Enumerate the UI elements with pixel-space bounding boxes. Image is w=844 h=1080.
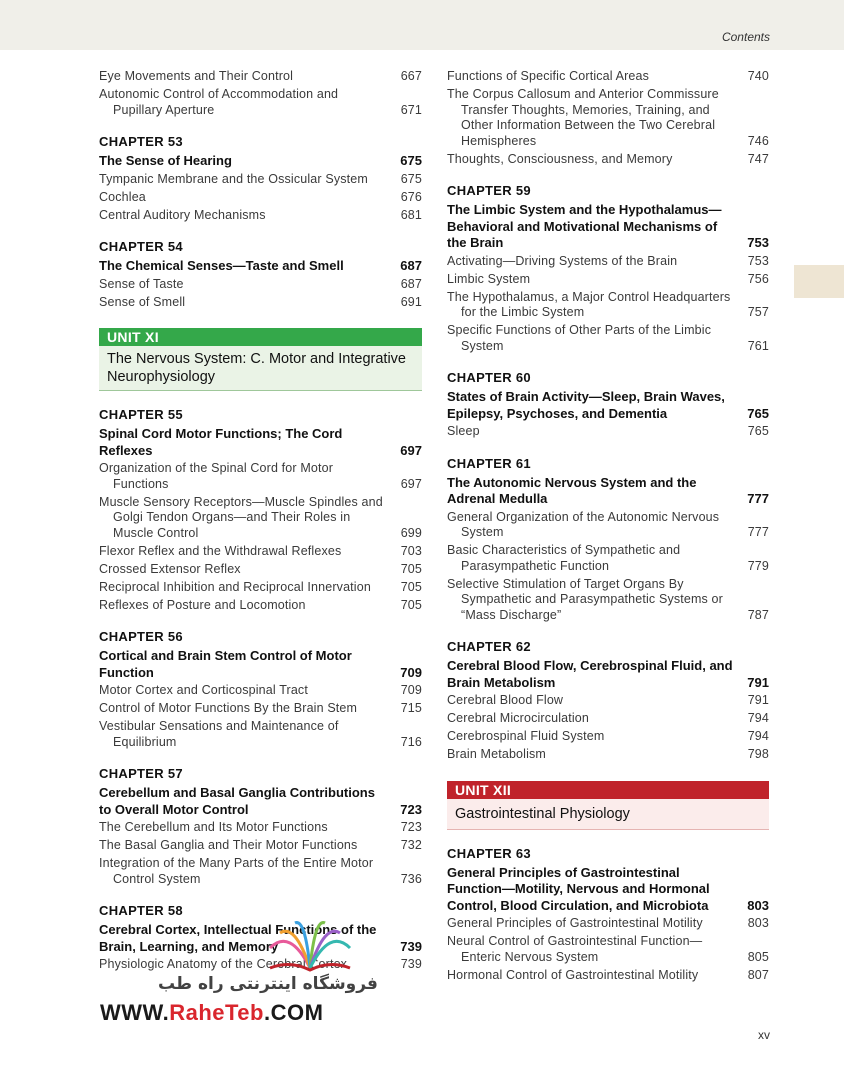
unit-banner bbox=[447, 781, 769, 830]
toc-entry-page: 803 bbox=[747, 916, 769, 930]
toc-entry bbox=[447, 152, 769, 168]
toc-entry-title: Cerebrospinal Fluid System bbox=[447, 729, 605, 743]
toc-entry-title: General Principles of Gastrointestinal Motility bbox=[447, 916, 703, 930]
toc-entry-page: 794 bbox=[747, 729, 769, 743]
toc-entry-title: The Hypothalamus, a Major Control Headquarters for the Limbic System bbox=[447, 289, 731, 319]
toc-entry bbox=[99, 838, 422, 854]
chapter-label: CHAPTER 60 bbox=[447, 370, 531, 385]
watermark-persian-text: فروشگاه اینترنتی راه طب bbox=[158, 974, 378, 994]
toc-entry bbox=[447, 934, 769, 965]
toc-entry-title: Vestibular Sensations and Maintenance of Equilibrium bbox=[99, 719, 339, 749]
toc-entry-title: Integration of the Many Parts of the Entire Motor Control System bbox=[99, 856, 374, 886]
toc-entry bbox=[99, 580, 422, 596]
book-logo-icon bbox=[250, 918, 370, 978]
toc-entry bbox=[447, 290, 769, 321]
toc-entry bbox=[447, 747, 769, 763]
toc-entry-page: 777 bbox=[747, 525, 769, 539]
toc-entry-page: 805 bbox=[747, 949, 769, 964]
toc-entry bbox=[99, 190, 422, 206]
toc-entry-title: Physiologic Anatomy of the Cerebral Cortex bbox=[99, 957, 348, 971]
toc-entry-title: Cerebral Microcirculation bbox=[447, 711, 589, 725]
toc-entry bbox=[99, 820, 422, 836]
chapter-page: 739 bbox=[400, 938, 422, 954]
toc-entry-title: Sense of Taste bbox=[99, 276, 184, 291]
chapter-title-row bbox=[99, 648, 422, 681]
toc-entry bbox=[447, 711, 769, 727]
unit-title: The Nervous System: C. Motor and Integrative Neurophysiology bbox=[99, 346, 422, 391]
toc-entry-title: Cerebral Blood Flow bbox=[447, 693, 564, 707]
chapter-page: 697 bbox=[400, 442, 422, 458]
chapter-label: CHAPTER 55 bbox=[99, 407, 183, 422]
toc-entry-title: The Basal Ganglia and Their Motor Functions bbox=[99, 838, 358, 852]
toc-entry-title: Autonomic Control of Accommodation and Pupillary Aperture bbox=[99, 87, 339, 117]
chapter-label: CHAPTER 62 bbox=[447, 639, 531, 654]
chapter-label: CHAPTER 58 bbox=[99, 903, 183, 918]
toc-entry-page: 699 bbox=[400, 525, 422, 540]
toc-entry bbox=[447, 543, 769, 574]
toc-entry-title: Cochlea bbox=[99, 189, 146, 204]
toc-entry-page: 716 bbox=[400, 734, 422, 749]
running-head: Contents bbox=[721, 30, 770, 44]
chapter-title-row bbox=[99, 153, 422, 170]
chapter-label: CHAPTER 56 bbox=[99, 629, 183, 644]
header-band bbox=[0, 0, 844, 50]
chapter-title: Cerebellum and Basal Ganglia Contributions to Overall Motor Control bbox=[99, 785, 375, 817]
toc-entry-page: 753 bbox=[747, 253, 769, 268]
chapter-title: The Sense of Hearing bbox=[99, 153, 232, 168]
chapter-label: CHAPTER 54 bbox=[99, 239, 183, 254]
chapter-label: CHAPTER 63 bbox=[447, 845, 531, 861]
toc-entry-page: 723 bbox=[400, 820, 422, 834]
chapter-title-row bbox=[447, 658, 769, 691]
toc-entry-page: 757 bbox=[747, 305, 769, 319]
toc-entry bbox=[447, 69, 769, 85]
unit-label: UNIT XII bbox=[447, 781, 769, 799]
toc-entry-page: 715 bbox=[400, 701, 422, 715]
toc-entry-title: The Cerebellum and Its Motor Functions bbox=[99, 820, 328, 834]
toc-entry-title: Brain Metabolism bbox=[447, 747, 546, 761]
chapter-title: Spinal Cord Motor Functions; The Cord Reflexes bbox=[99, 426, 343, 458]
toc-entry bbox=[99, 544, 422, 560]
toc-entry-title: Hormonal Control of Gastrointestinal Motility bbox=[447, 967, 699, 982]
toc-entry-page: 807 bbox=[747, 967, 769, 982]
chapter-title-row bbox=[99, 258, 422, 275]
chapter-page: 687 bbox=[400, 258, 422, 273]
chapter-page: 777 bbox=[747, 491, 769, 506]
chapter-title-row bbox=[447, 865, 769, 915]
watermark bbox=[100, 918, 430, 1028]
toc-entry bbox=[447, 424, 769, 440]
toc-entry-page: 747 bbox=[747, 151, 769, 166]
toc-entry-title: Eye Movements and Their Control bbox=[99, 69, 294, 83]
chapter-title-row bbox=[447, 202, 769, 252]
toc-entry-page: 705 bbox=[400, 561, 422, 576]
chapter-title-row bbox=[447, 475, 769, 508]
toc-entry-page: 705 bbox=[400, 597, 422, 612]
toc-entry bbox=[99, 683, 422, 699]
chapter-page: 765 bbox=[747, 405, 769, 421]
toc-entry bbox=[99, 719, 422, 750]
toc-entry-title: Flexor Reflex and the Withdrawal Reflexes bbox=[99, 543, 342, 558]
toc-entry-page: 739 bbox=[400, 957, 422, 971]
chapter-title: Cortical and Brain Stem Control of Motor Function bbox=[99, 648, 352, 680]
toc-entry bbox=[99, 172, 422, 188]
toc-entry bbox=[99, 295, 422, 311]
chapter-page: 803 bbox=[747, 897, 769, 913]
toc-entry-page: 667 bbox=[400, 69, 422, 83]
toc-entry-page: 709 bbox=[400, 683, 422, 697]
toc-entry-page: 756 bbox=[747, 271, 769, 286]
toc-entry bbox=[447, 272, 769, 288]
page-number: xv bbox=[758, 1028, 770, 1042]
toc-entry-title: Reciprocal Inhibition and Reciprocal Innervation bbox=[99, 579, 371, 594]
toc-right-column bbox=[447, 69, 769, 986]
chapter-title: Cerebral Cortex, Intellectual Functions of the Brain, Learning, and Memory bbox=[99, 922, 377, 954]
chapter-page: 791 bbox=[747, 674, 769, 690]
toc-entry-title: Selective Stimulation of Target Organs By Sympathetic and Parasympathetic Systems or “Mass Discharge” bbox=[447, 576, 723, 622]
toc-entry bbox=[99, 208, 422, 224]
toc-entry-page: 681 bbox=[400, 207, 422, 222]
toc-entry-page: 675 bbox=[400, 171, 422, 186]
unit-title: Gastrointestinal Physiology bbox=[447, 799, 769, 830]
toc-entry-title: Sense of Smell bbox=[99, 294, 186, 309]
toc-entry-page: 676 bbox=[400, 189, 422, 204]
toc-entry-page: 732 bbox=[400, 838, 422, 852]
chapter-page: 675 bbox=[400, 153, 422, 168]
chapter-page: 723 bbox=[400, 801, 422, 817]
toc-left-column bbox=[99, 69, 422, 975]
toc-entry-page: 794 bbox=[747, 711, 769, 725]
toc-entry-title: Thoughts, Consciousness, and Memory bbox=[447, 151, 673, 166]
toc-entry-title: Central Auditory Mechanisms bbox=[99, 207, 266, 222]
toc-entry bbox=[99, 562, 422, 578]
toc-entry bbox=[447, 693, 769, 709]
toc-entry-title: Organization of the Spinal Cord for Motor Functions bbox=[99, 461, 334, 491]
toc-entry bbox=[447, 916, 769, 932]
toc-entry-page: 761 bbox=[747, 338, 769, 353]
toc-entry-title: Tympanic Membrane and the Ossicular System bbox=[99, 171, 368, 186]
toc-entry-title: Functions of Specific Cortical Areas bbox=[447, 69, 650, 83]
watermark-url: WWW.RaheTeb.COM bbox=[100, 1000, 324, 1025]
toc-entry-page: 671 bbox=[400, 102, 422, 117]
chapter-page: 753 bbox=[747, 235, 769, 250]
section-thumb-tab bbox=[794, 265, 844, 298]
toc-entry bbox=[447, 87, 769, 149]
chapter-title-row bbox=[99, 426, 422, 459]
toc-entry-title: Basic Characteristics of Sympathetic and Parasympathetic Function bbox=[447, 543, 681, 573]
chapter-label: CHAPTER 59 bbox=[447, 183, 531, 198]
toc-entry bbox=[99, 598, 422, 614]
toc-entry-page: 703 bbox=[400, 543, 422, 558]
toc-entry-title: Motor Cortex and Corticospinal Tract bbox=[99, 683, 308, 697]
chapter-label: CHAPTER 57 bbox=[99, 766, 183, 781]
chapter-title: The Autonomic Nervous System and the Adrenal Medulla bbox=[447, 474, 697, 506]
toc-entry-title: Specific Functions of Other Parts of the Limbic System bbox=[447, 323, 712, 353]
chapter-title: The Chemical Senses—Taste and Smell bbox=[99, 258, 344, 273]
toc-entry-title: The Corpus Callosum and Anterior Commissure Transfer Thoughts, Memories, Training, and Other Information Between the Two Cerebral Hemispheres bbox=[447, 87, 719, 148]
toc-entry-page: 765 bbox=[747, 424, 769, 438]
toc-entry-page: 779 bbox=[747, 558, 769, 573]
toc-entry-title: Neural Control of Gastrointestinal Function—Enteric Nervous System bbox=[447, 934, 703, 964]
unit-label: UNIT XI bbox=[99, 328, 422, 346]
toc-entry bbox=[447, 323, 769, 354]
toc-entry bbox=[99, 495, 422, 542]
chapter-label: CHAPTER 61 bbox=[447, 455, 531, 471]
toc-entry-page: 791 bbox=[747, 693, 769, 707]
toc-entry-page: 736 bbox=[400, 871, 422, 886]
toc-entry bbox=[99, 856, 422, 887]
chapter-page: 709 bbox=[400, 664, 422, 680]
toc-entry-title: Sleep bbox=[447, 424, 480, 438]
toc-entry-title: Control of Motor Functions By the Brain Stem bbox=[99, 701, 358, 715]
toc-entry bbox=[99, 701, 422, 717]
toc-entry-page: 691 bbox=[400, 294, 422, 309]
toc-entry bbox=[447, 968, 769, 984]
toc-entry bbox=[99, 87, 422, 118]
toc-entry-page: 687 bbox=[400, 276, 422, 291]
chapter-title-row bbox=[99, 785, 422, 818]
toc-entry-title: General Organization of the Autonomic Nervous System bbox=[447, 509, 720, 539]
toc-entry-title: Limbic System bbox=[447, 271, 531, 286]
toc-entry bbox=[99, 277, 422, 293]
chapter-title: Cerebral Blood Flow, Cerebrospinal Fluid, and Brain Metabolism bbox=[447, 658, 733, 690]
toc-entry bbox=[447, 577, 769, 624]
toc-entry-page: 746 bbox=[747, 133, 769, 148]
chapter-title: States of Brain Activity—Sleep, Brain Waves, Epilepsy, Psychoses, and Dementia bbox=[447, 389, 725, 421]
unit-banner bbox=[99, 328, 422, 391]
toc-entry bbox=[99, 69, 422, 85]
toc-entry-page: 798 bbox=[747, 747, 769, 761]
chapter-label: CHAPTER 53 bbox=[99, 134, 183, 149]
toc-entry-page: 697 bbox=[400, 476, 422, 491]
toc-entry bbox=[99, 461, 422, 492]
toc-entry-page: 787 bbox=[747, 607, 769, 622]
toc-entry-page: 705 bbox=[400, 579, 422, 594]
toc-entry-title: Muscle Sensory Receptors—Muscle Spindles and Golgi Tendon Organs—and Their Roles in Muscle Control bbox=[99, 494, 383, 540]
toc-entry bbox=[447, 510, 769, 541]
toc-entry bbox=[447, 254, 769, 270]
toc-entry-page: 740 bbox=[747, 69, 769, 83]
chapter-title: The Limbic System and the Hypothalamus—Behavioral and Motivational Mechanisms of the Brain bbox=[447, 202, 722, 250]
toc-entry-title: Reflexes of Posture and Locomotion bbox=[99, 597, 306, 612]
chapter-title-row bbox=[447, 389, 769, 422]
toc-entry-title: Crossed Extensor Reflex bbox=[99, 561, 241, 576]
toc-entry-title: Activating—Driving Systems of the Brain bbox=[447, 253, 678, 268]
chapter-title: General Principles of Gastrointestinal Function—Motility, Nervous and Hormonal Control, Blood Circulation, and Microbiota bbox=[447, 864, 710, 913]
toc-entry bbox=[447, 729, 769, 745]
